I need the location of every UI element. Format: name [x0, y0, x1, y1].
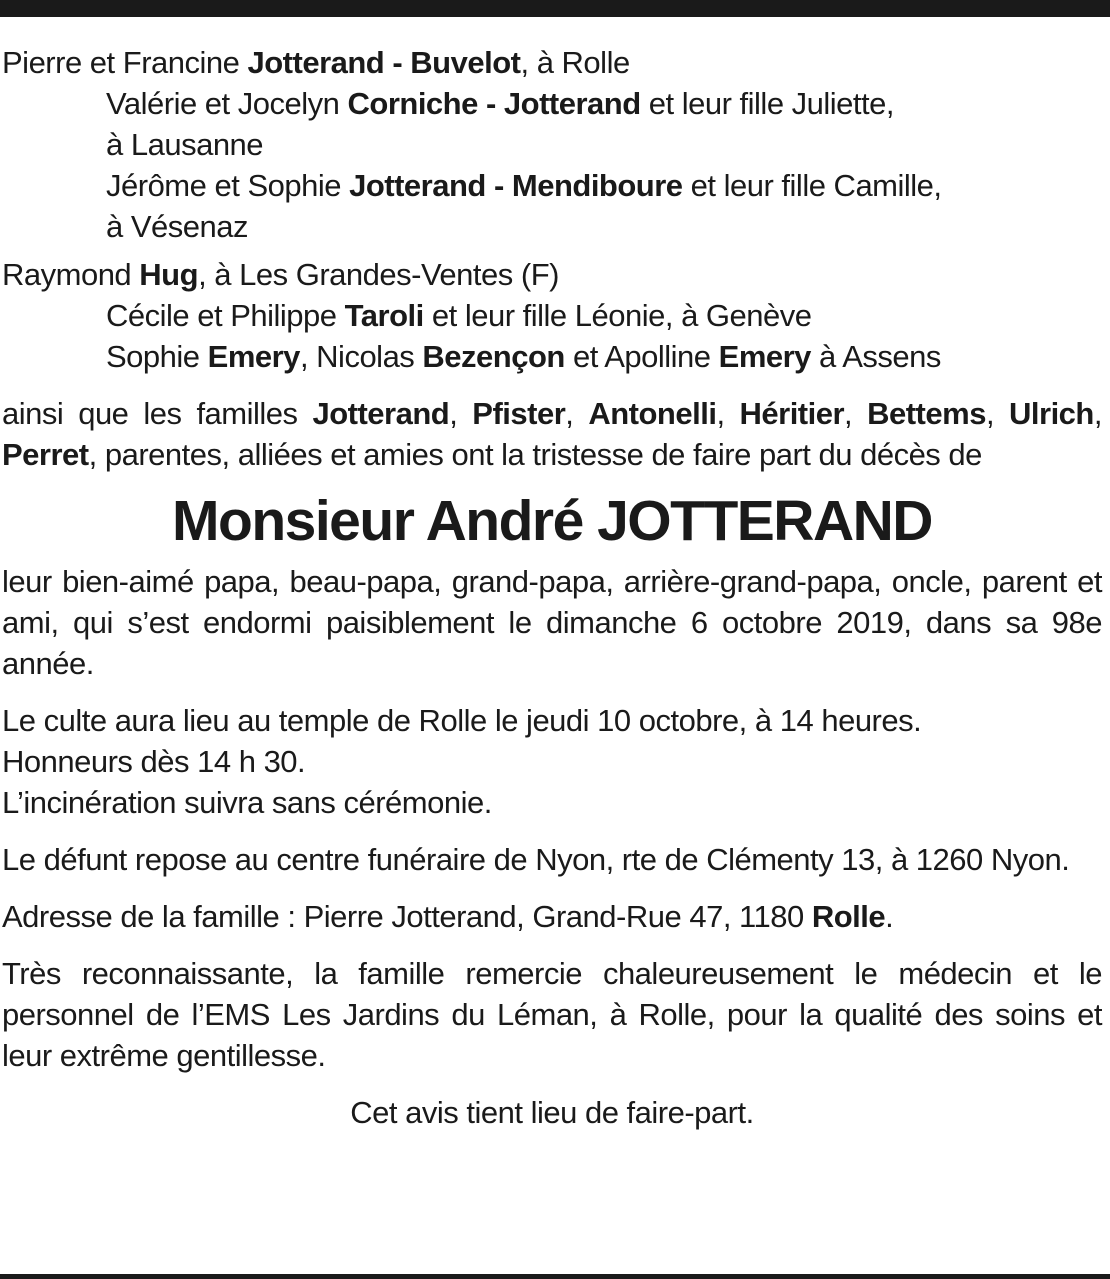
obituary-notice: [2, 42, 1102, 1133]
extended-families-paragraph: [2, 393, 1102, 475]
text-run: Sophie: [106, 339, 208, 374]
repose-paragraph: Le défunt repose au centre funéraire de Nyon, rte de Clémenty 13, à 1260 Nyon.: [2, 842, 1070, 877]
family-surname: Antonelli: [588, 396, 717, 431]
text-run: , à Les Grandes-Ventes (F): [198, 257, 559, 292]
text-run: Raymond: [2, 257, 140, 292]
family-surname: Jotterand - Buvelot: [247, 45, 521, 80]
text-run: ainsi que les familles: [2, 396, 313, 431]
text-run: à Assens: [810, 339, 941, 374]
text-run: Pierre et Francine: [2, 45, 248, 80]
text-run: ,: [844, 396, 868, 431]
family-list: [2, 42, 1102, 377]
text-run: ,: [716, 396, 740, 431]
family-line: [2, 254, 1102, 295]
text-run: ,: [565, 396, 589, 431]
family-address: [2, 896, 1102, 937]
text-run: et leur fille Juliette,: [640, 86, 895, 121]
ceremony-info: [2, 700, 1102, 823]
ceremony-line: Le culte aura lieu au temple de Rolle le jeudi 10 octobre, à 14 heures.: [2, 703, 922, 738]
text-run: ,: [985, 396, 1009, 431]
text-run: et Apolline: [564, 339, 719, 374]
family-line: [2, 336, 1102, 377]
bottom-rule: [0, 1274, 1110, 1279]
ceremony-line: Honneurs dès 14 h 30.: [2, 744, 306, 779]
family-surname: Ulrich: [1009, 396, 1094, 431]
family-line: [2, 83, 1102, 124]
family-surname: Bettems: [867, 396, 986, 431]
text-run: , à Rolle: [520, 45, 630, 80]
family-surname: Jotterand - Mendiboure: [349, 168, 683, 203]
tribute-paragraph: leur bien-aimé papa, beau-papa, grand-papa, arrière-grand-papa, oncle, parent et ami, qui s’est endormi paisiblement le dimanche 6 octobre 2019, dans sa 98e année.: [2, 564, 1102, 681]
text-run: Valérie et Jocelyn: [106, 86, 348, 121]
family-line: [2, 206, 1102, 247]
family-line: [2, 124, 1102, 165]
family-surname: Taroli: [344, 298, 424, 333]
family-line: [2, 295, 1102, 336]
text-run: à Vésenaz: [106, 209, 248, 244]
text-run: , Nicolas: [299, 339, 423, 374]
family-surname: Bezençon: [422, 339, 565, 374]
family-surname: Pfister: [472, 396, 566, 431]
text-run: Cécile et Philippe: [106, 298, 345, 333]
address-suffix: .: [885, 899, 894, 934]
family-surname: Hug: [139, 257, 199, 292]
family-surname: Emery: [207, 339, 300, 374]
closing-note: Cet avis tient lieu de faire-part.: [350, 1095, 754, 1130]
family-surname: Jotterand: [312, 396, 450, 431]
text-run: , parentes, alliées et amies ont la tristesse de faire part du décès de: [88, 437, 982, 472]
text-run: ,: [1093, 396, 1102, 431]
text-run: ,: [449, 396, 473, 431]
address-town: Rolle: [811, 899, 886, 934]
family-surname: Corniche - Jotterand: [347, 86, 641, 121]
family-line: [2, 165, 1102, 206]
text-run: et leur fille Camille,: [682, 168, 942, 203]
text-run: Jérôme et Sophie: [106, 168, 350, 203]
ceremony-line: L’incinération suivra sans cérémonie.: [2, 785, 492, 820]
top-rule: [0, 0, 1110, 17]
family-surname: Héritier: [739, 396, 845, 431]
family-surname: Perret: [2, 437, 89, 472]
text-run: et leur fille Léonie, à Genève: [423, 298, 812, 333]
address-text: Adresse de la famille : Pierre Jotterand, Grand-Rue 47, 1180: [2, 899, 812, 934]
thanks-paragraph: Très reconnaissante, la famille remercie chaleureusement le médecin et le personnel de l’EMS Les Jardins du Léman, à Rolle, pour la qualité des soins et leur extrême gentillesse.: [2, 956, 1102, 1073]
family-surname: Emery: [718, 339, 811, 374]
family-line: [2, 42, 1102, 83]
deceased-name: Monsieur André JOTTERAND: [172, 489, 932, 553]
text-run: à Lausanne: [106, 127, 264, 162]
